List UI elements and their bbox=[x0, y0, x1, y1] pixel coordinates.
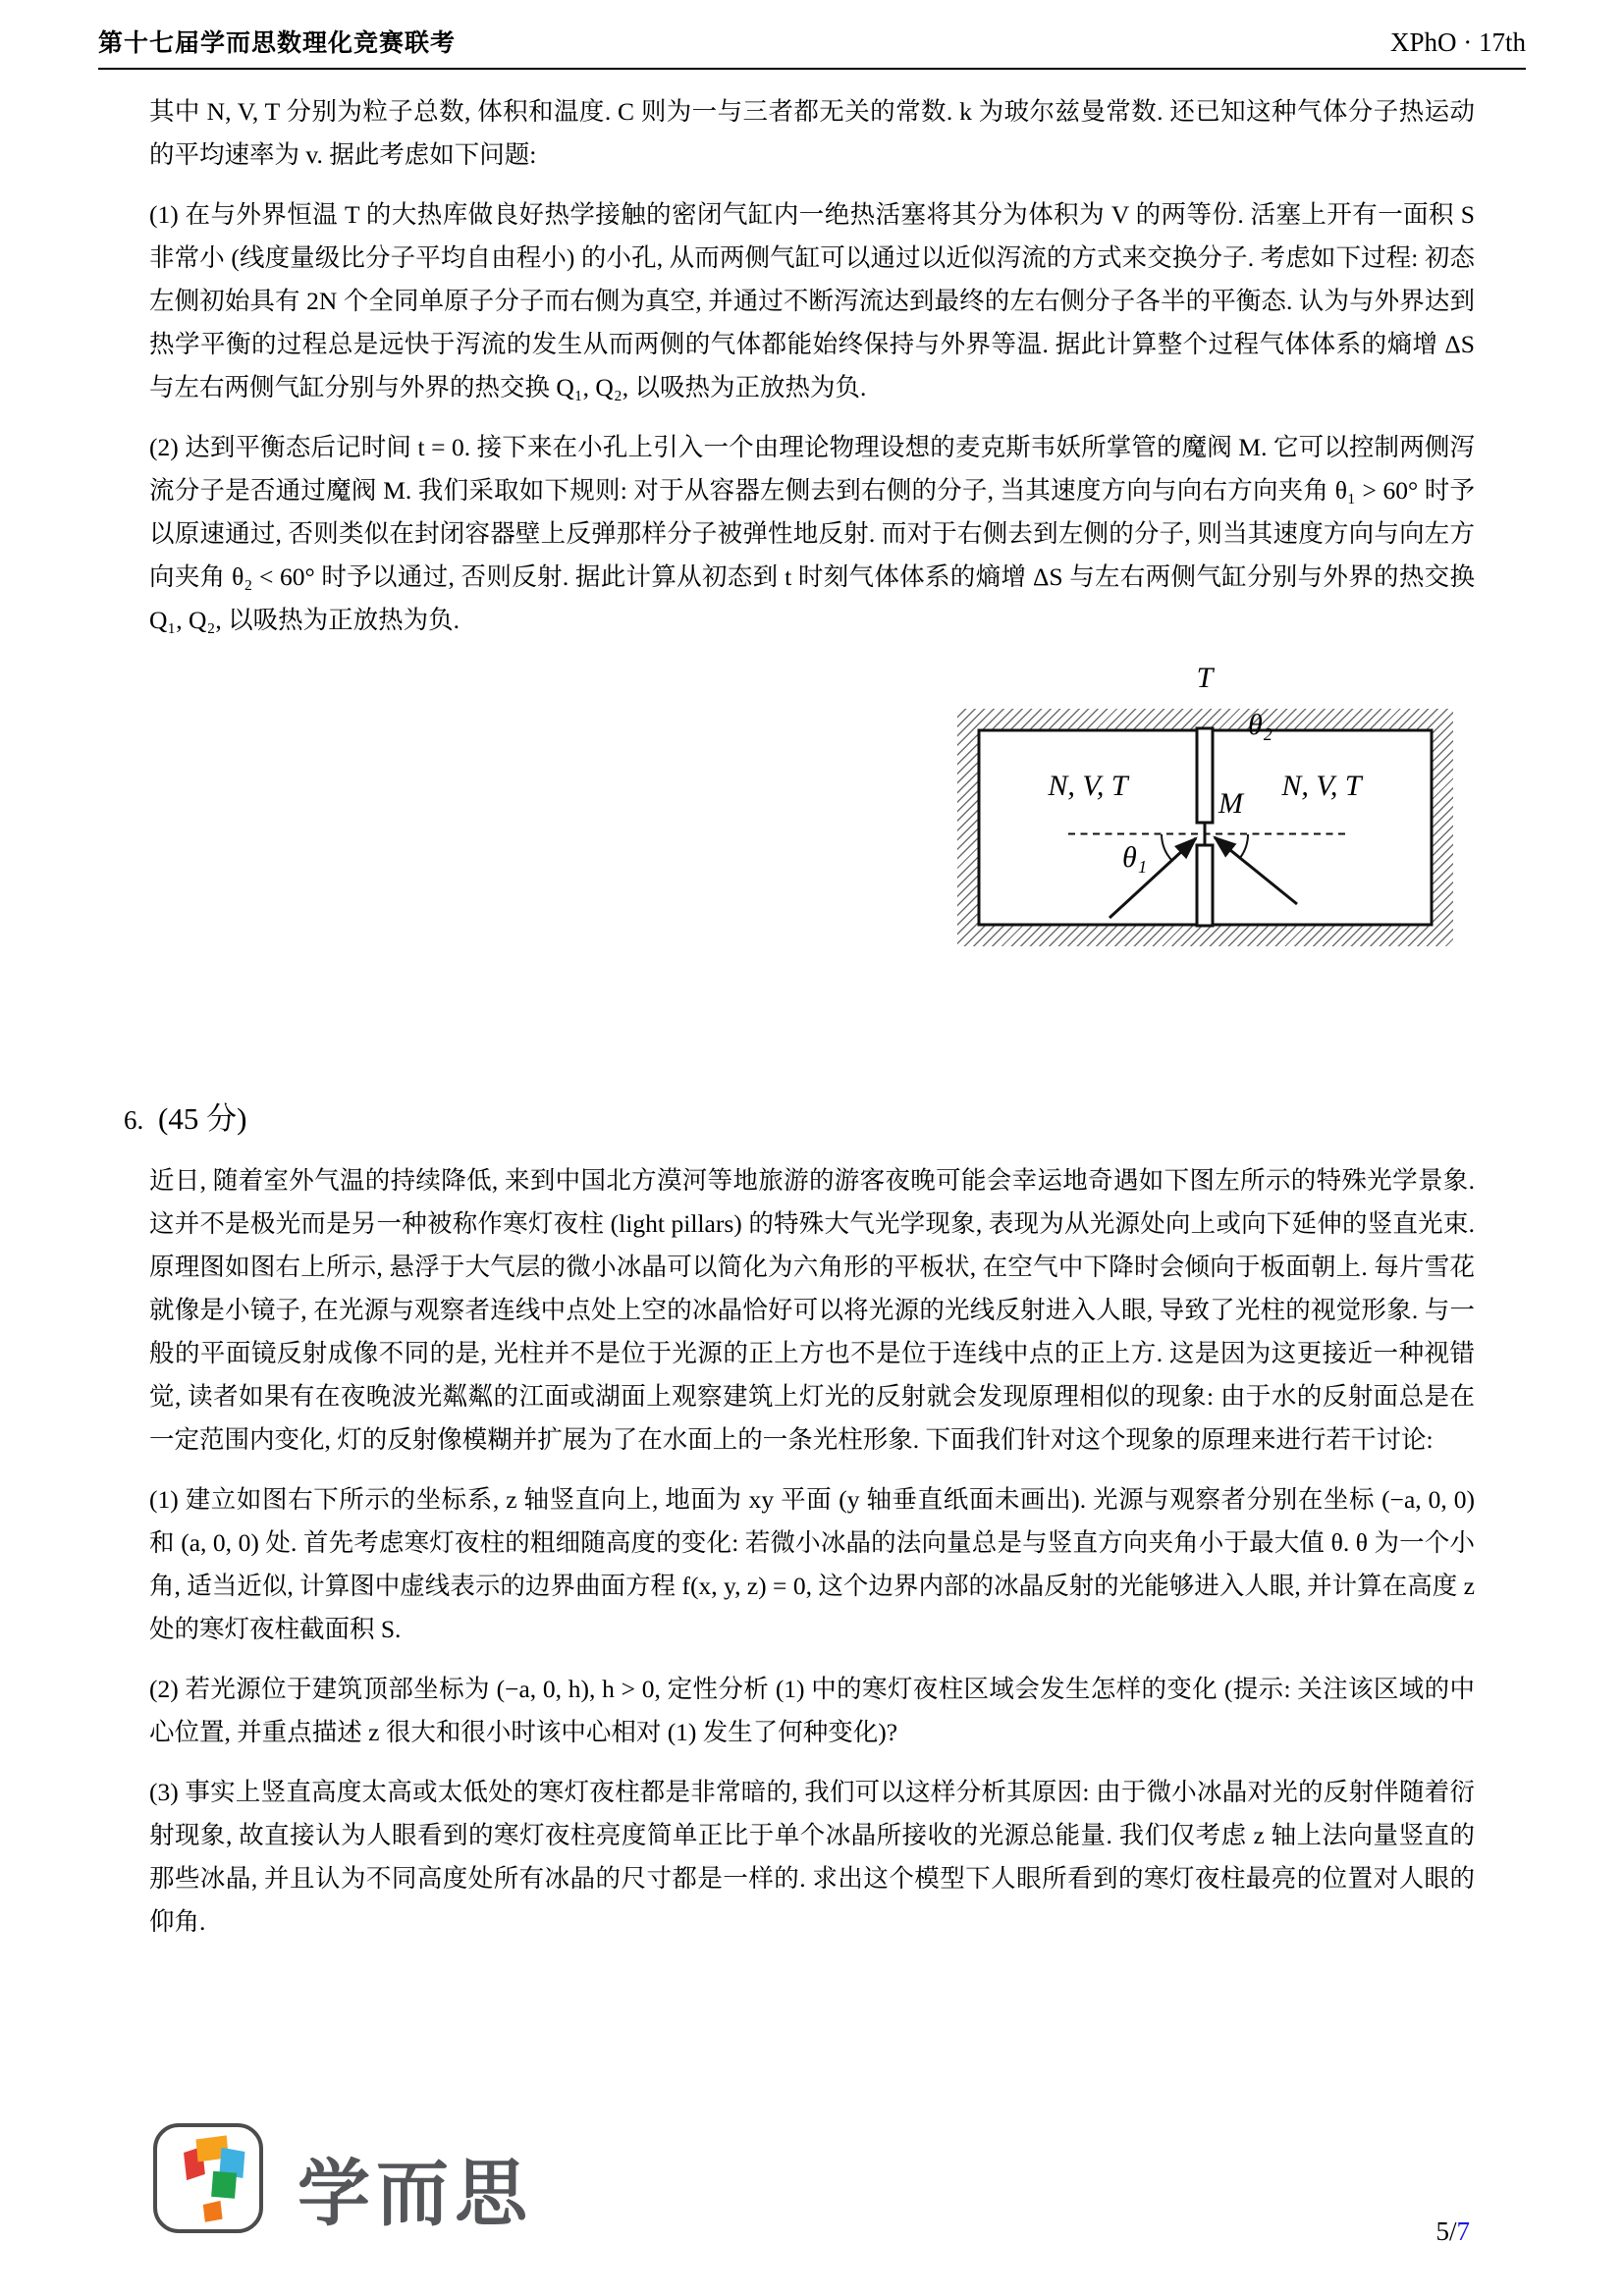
xes-logo-shapes bbox=[157, 2127, 259, 2229]
problem5-part1-paragraph: (1) 在与外界恒温 T 的大热库做良好热学接触的密闭气缸内一绝热活塞将其分为体积为 V 的两等份. 活塞上开有一面积 S 非常小 (线度量级比分子平均自由程小) 的小孔, 从而两侧气缸可以通过以近似泻流的方式来交换分子. 考虑如下过程: 初态左侧初始具有 2N 个全同单原子分子而右侧为真空, 并通过不断泻流达到最终的左右侧分子各半的平衡态. 认为与外界达到热学平衡的过程总是远快于泻流的发生从而两侧的气体都能始终保持与外界等温. 据此计算整个过程气体体系的熵增 ΔS 与左右两侧气缸分别与外界的热交换 Q₁, Q₂, 以吸热为正放热为负. bbox=[149, 200, 1475, 401]
question6-number: 6. bbox=[124, 1105, 144, 1135]
header-exam-title: 第十七届学而思数理化竞赛联考 bbox=[98, 30, 457, 57]
cylinder-figure bbox=[957, 664, 1453, 946]
page-content bbox=[124, 90, 1475, 1960]
question6-part2-paragraph: (2) 若光源位于建筑顶部坐标为 (−a, 0, h), h > 0, 定性分析 (1) 中的寒灯夜柱区域会发生怎样的变化 (提示: 关注该区域的中心位置, 并重点描述 z 很大和很小时该中心相对 (1) 发生了何种变化)? bbox=[149, 1675, 1475, 1746]
page-number-separator: / bbox=[1448, 2216, 1457, 2246]
question6-points: (45 分) bbox=[158, 1101, 247, 1136]
xes-logo-icon bbox=[153, 2123, 263, 2233]
page-header bbox=[98, 24, 1526, 70]
figure-drawing bbox=[957, 709, 1453, 946]
problem5-intro-paragraph: 其中 N, V, T 分别为粒子总数, 体积和温度. C 则为一与三者都无关的常数. k 为玻尔兹曼常数. 还已知这种气体分子热运动的平均速率为 v. 据此考虑如下问题: bbox=[149, 97, 1475, 169]
question6-heading bbox=[124, 1094, 1475, 1138]
xes-brand-wordmark: 学而思 bbox=[298, 2153, 533, 2234]
page-number-current: 5 bbox=[1435, 2216, 1449, 2246]
left-chamber-label: N, V, T bbox=[1048, 770, 1128, 802]
piston-lower-bar bbox=[1197, 845, 1213, 926]
header-exam-code: XPhO · 17th bbox=[1389, 27, 1526, 57]
theta2-label: θ₂ bbox=[1248, 709, 1273, 741]
problem5-part2-paragraph: (2) 达到平衡态后记时间 t = 0. 接下来在小孔上引入一个由理论物理设想的麦克斯韦妖所掌管的魔阀 M. 它可以控制两侧泻流分子是否通过魔阀 M. 我们采取如下规则: 对于从容器左侧去到右侧的分子, 当其速度方向与向右方向夹角 θ₁ > 60° 时予以原速通过, 否则类似在封闭容器壁上反弹那样分子被弹性地反射. 而对于右侧去到左侧的分子, 则当其速度方向与向左方向夹角 θ₂ < 60° 时予以通过, 否则反射. 据此计算从初态到 t 时刻气体体系的熵增 ΔS 与左右两侧气缸分别与外界的热交换 Q₁, Q₂, 以吸热为正放热为负. bbox=[149, 433, 1475, 634]
question6-intro-paragraph: 近日, 随着室外气温的持续降低, 来到中国北方漠河等地旅游的游客夜晚可能会幸运地奇遇如下图左所示的特殊光学景象. 这并不是极光而是另一种被称作寒灯夜柱 (light pillars) 的特殊大气光学现象, 表现为从光源处向上或向下延伸的竖直光束. 原理图如图右上所示, 悬浮于大气层的微小冰晶可以简化为六角形的平板状, 在空气中下降时会倾向于板面朝上. 每片雪花就像是小镜子, 在光源与观察者连线中点处上空的冰晶恰好可以将光源的光线反射进入人眼, 导致了光柱的视觉形象. 与一般的平面镜反射成像不同的是, 光柱并不是位于光源的正上方也不是位于连线中点的正上方. 这是因为这更接近一种视错觉, 读者如果有在夜晚波光粼粼的江面或湖面上观察建筑上灯光的反射就会发现原理相似的现象: 由于水的反射面总是在一定范围内变化, 灯的反射像模糊并扩展为了在水面上的一条光柱形象. 下面我们针对这个现象的原理来进行若干讨论: bbox=[149, 1166, 1475, 1454]
theta1-label: θ₁ bbox=[1122, 841, 1148, 874]
page-number-total-link[interactable]: 7 bbox=[1456, 2216, 1470, 2246]
valve-label: M bbox=[1218, 787, 1243, 820]
question6-part1-paragraph: (1) 建立如图右下所示的坐标系, z 轴竖直向上, 地面为 xy 平面 (y 轴垂直纸面未画出). 光源与观察者分别在坐标 (−a, 0, 0) 和 (a, 0, 0) 处. 首先考虑寒灯夜柱的粗细随高度的变化: 若微小冰晶的法向量总是与竖直方向夹角小于最大值 θ. θ 为一个小角, 适当近似, 计算图中虚线表示的边界曲面方程 f(x, y, z) = 0, 这个边界内部的冰晶反射的光能够进入人眼, 并计算在高度 z 处的寒灯夜柱截面积 S. bbox=[149, 1485, 1475, 1643]
figure-canvas bbox=[957, 709, 1453, 946]
piston-upper-bar bbox=[1197, 728, 1213, 823]
figure-bath-temperature-label: T bbox=[1196, 662, 1214, 694]
right-chamber-label: N, V, T bbox=[1281, 770, 1362, 802]
page-number bbox=[1435, 2216, 1470, 2247]
question6-part3-paragraph: (3) 事实上竖直高度太高或太低处的寒灯夜柱都是非常暗的, 我们可以这样分析其原因: 由于微小冰晶对光的反射伴随着衍射现象, 故直接认为人眼看到的寒灯夜柱亮度简单正比于单个冰晶所接收的光源总能量. 我们仅考虑 z 轴上法向量竖直的那些冰晶, 并且认为不同高度处所有冰晶的尺寸都是一样的. 求出这个模型下人眼所看到的寒灯夜柱最亮的位置对人眼的仰角. bbox=[149, 1778, 1475, 1936]
